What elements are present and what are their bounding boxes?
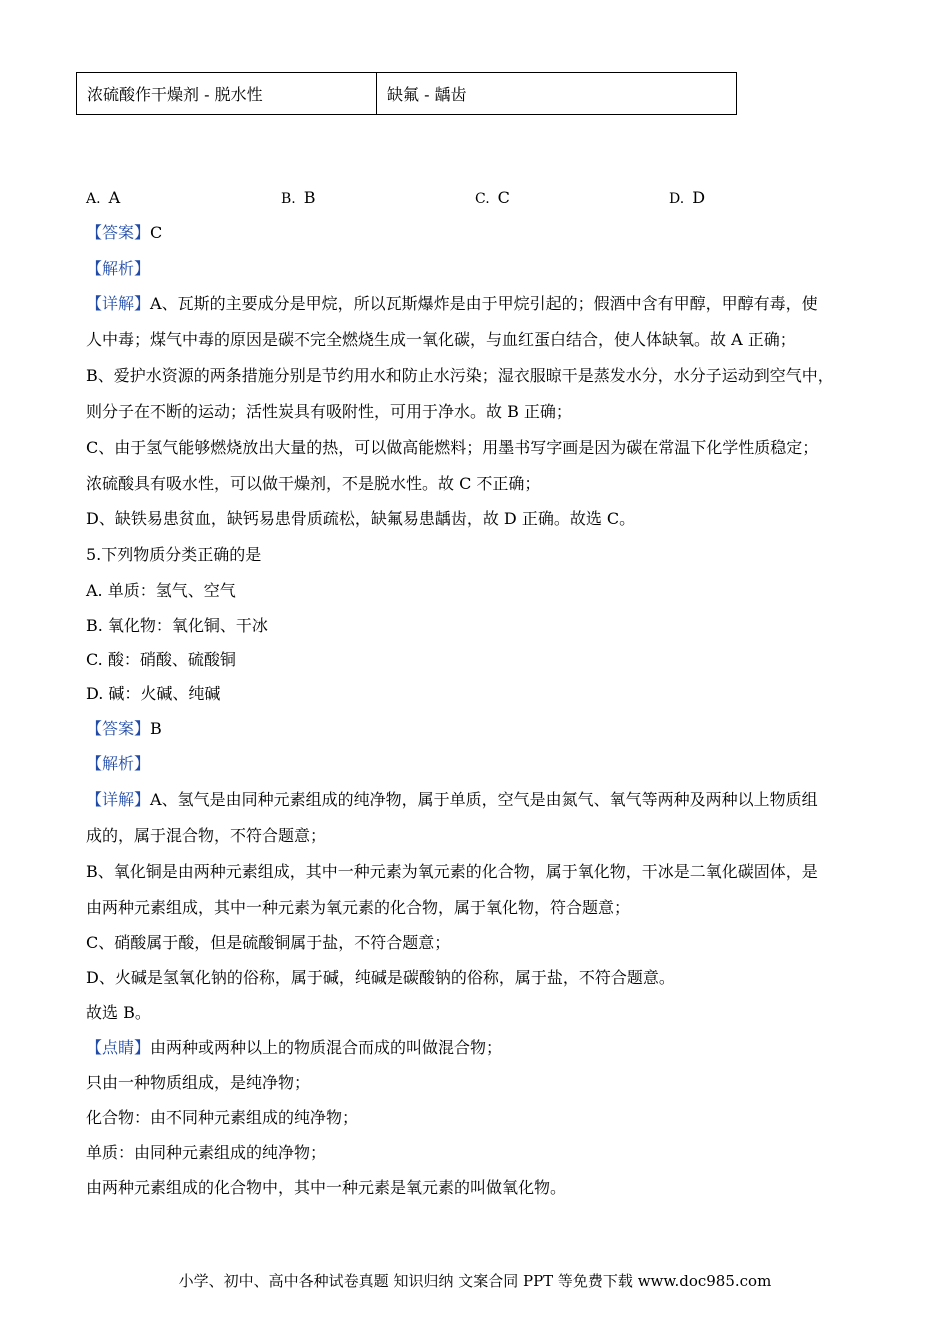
q5-analysis-tag: 【解析】 — [86, 754, 151, 773]
q4-detail-line-7: D、缺铁易患贫血，缺钙易患骨质疏松，缺氟易患龋齿，故 D 正确。故选 C。 — [86, 509, 636, 528]
q5-comment-line-3: 化合物：由不同种元素组成的纯净物； — [86, 1108, 359, 1127]
q4-option-b — [281, 188, 316, 207]
detail-text: A、瓦斯的主要成分是甲烷，所以瓦斯爆炸是由于甲烷引起的；假酒中含有甲醇，甲醇有毒，使 — [150, 294, 818, 313]
table-cell-1: 浓硫酸作干燥剂 - 脱水性 — [77, 73, 377, 114]
q5-detail-line-3: B、氧化铜是由两种元素组成，其中一种元素为氧元素的化合物，属于氧化物，干冰是二氧化碳固体，是 — [86, 862, 818, 881]
option-letter: A. — [86, 191, 101, 207]
q5-comment-line-4: 单质：由同种元素组成的纯净物； — [86, 1143, 327, 1162]
q4-option-d — [669, 188, 705, 207]
q4-detail-line-6: 浓硫酸具有吸水性，可以做干燥剂，不是脱水性。故 C 不正确； — [86, 474, 541, 493]
q5-detail-line-6: D、火碱是氢氧化钠的俗称，属于碱，纯碱是碳酸钠的俗称，属于盐，不符合题意。 — [86, 968, 675, 987]
answer-value: C — [150, 223, 163, 242]
option-text: C — [497, 188, 510, 207]
comment-text: 由两种或两种以上的物质混合而成的叫做混合物； — [150, 1038, 503, 1057]
option-letter: B. — [281, 191, 296, 207]
q4-option-a — [86, 188, 120, 207]
q5-comment-line-5: 由两种元素组成的化合物中，其中一种元素是氧元素的叫做氧化物。 — [86, 1178, 567, 1197]
q5-option-c: C. 酸：硝酸、硫酸铜 — [86, 650, 236, 669]
option-text: B — [303, 188, 316, 207]
q5-detail-line-7: 故选 B。 — [86, 1003, 151, 1022]
q5-detail-line-1 — [86, 790, 818, 810]
option-text: D — [692, 188, 706, 207]
q5-option-d: D. 碱：火碱、纯碱 — [86, 684, 221, 703]
q5-comment-line-1 — [86, 1038, 502, 1058]
comment-tag: 【点睛】 — [86, 1038, 151, 1057]
q4-detail-line-4: 则分子在不断的运动；活性炭具有吸附性，可用于净水。故 B 正确； — [86, 402, 572, 421]
answer-value: B — [150, 719, 162, 738]
detail-text: A、氢气是由同种元素组成的纯净物，属于单质，空气是由氮气、氧气等两种及两种以上物质组 — [150, 790, 818, 809]
q4-answer — [86, 223, 162, 243]
q5-detail-line-5: C、硝酸属于酸，但是硫酸铜属于盐，不符合题意； — [86, 933, 451, 952]
q4-analysis-tag: 【解析】 — [86, 259, 151, 278]
page-footer: 小学、初中、高中各种试卷真题 知识归纳 文案合同 PPT 等免费下载 www.doc985.com — [178, 1272, 772, 1290]
detail-tag: 【详解】 — [86, 294, 151, 313]
q5-option-b: B. 氧化物：氧化铜、干冰 — [86, 616, 268, 635]
q4-detail-line-1 — [86, 294, 818, 314]
q5-comment-line-2: 只由一种物质组成，是纯净物； — [86, 1073, 311, 1092]
q5-detail-line-2: 成的，属于混合物，不符合题意； — [86, 826, 327, 845]
q4-detail-line-2: 人中毒；煤气中毒的原因是碳不完全燃烧生成一氧化碳，与血红蛋白结合，使人体缺氧。故 A 正确； — [86, 330, 796, 349]
q5-stem: 5.下列物质分类正确的是 — [86, 545, 262, 564]
answer-tag: 【答案】 — [86, 223, 151, 242]
comparison-table — [76, 72, 737, 115]
q4-option-c — [475, 188, 510, 207]
detail-tag: 【详解】 — [86, 790, 151, 809]
q5-answer — [86, 719, 162, 739]
option-text: A — [108, 188, 121, 207]
answer-tag: 【答案】 — [86, 719, 151, 738]
q5-detail-line-4: 由两种元素组成，其中一种元素为氧元素的化合物，属于氧化物，符合题意； — [86, 898, 631, 917]
option-letter: C. — [475, 191, 490, 207]
q4-detail-line-5: C、由于氢气能够燃烧放出大量的热，可以做高能燃料；用墨书写字画是因为碳在常温下化学性质稳定； — [86, 438, 819, 457]
table-cell-2: 缺氟 - 龋齿 — [387, 85, 467, 104]
option-letter: D. — [669, 191, 685, 207]
q4-detail-line-3: B、爱护水资源的两条措施分别是节约用水和防止水污染；湿衣服晾干是蒸发水分，水分子运动到空气中， — [86, 366, 834, 385]
q5-option-a: A. 单质：氢气、空气 — [86, 581, 236, 600]
